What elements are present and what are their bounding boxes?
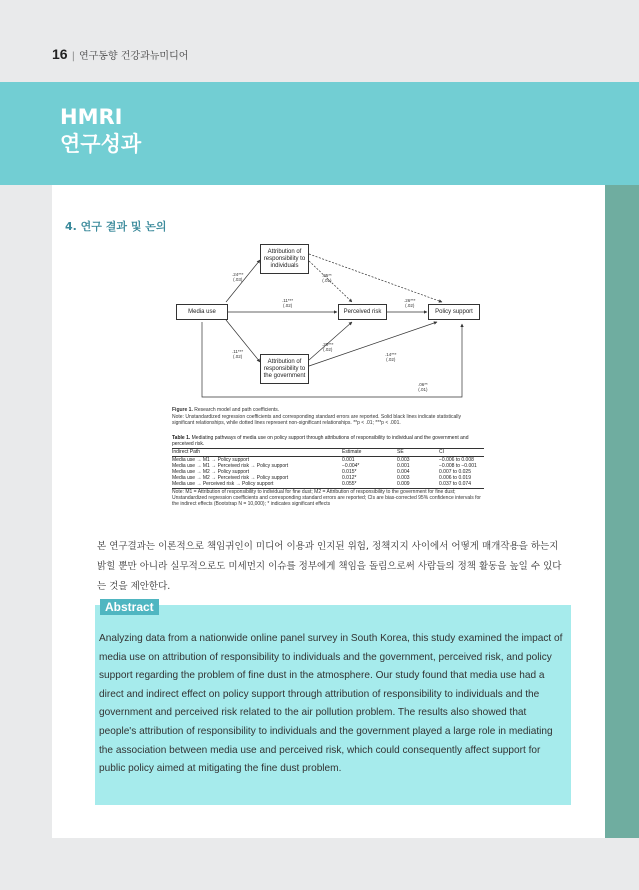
box-media-use: Media use: [176, 304, 228, 320]
cell-ci: −0.006 to 0.008: [439, 456, 474, 463]
cell-estimate: 0.055*: [342, 481, 397, 488]
col-header-ci: CI: [439, 449, 484, 456]
cell-ci: 0.006 to 0.019: [439, 475, 471, 482]
banner-line-2: 연구성과: [60, 132, 142, 156]
arrow-m2-pr: [309, 322, 352, 360]
table-header-row: [172, 449, 484, 456]
cell-path: Media use → M1 → Policy support: [172, 456, 249, 463]
cell-se: 0.004: [397, 469, 410, 476]
figure-arrows: [172, 242, 492, 407]
table-row: [172, 456, 484, 463]
cell-se: 0.009: [397, 481, 439, 488]
cell-ci: 0.007 to 0.025: [439, 469, 471, 476]
cell-estimate: 0.012*: [342, 475, 357, 482]
box-attribution-individuals: Attribution of responsibility to individuals: [260, 244, 309, 274]
coef-mu-ps: .06** (.01): [418, 382, 428, 392]
page-number: 16: [52, 46, 68, 62]
col-header-path: Indirect Path: [172, 449, 342, 456]
coef-mu-m2: .11*** (.02): [232, 349, 244, 359]
abstract-text: Analyzing data from a nationwide online panel survey in South Korea, this study examined the impact of media use on attribution of responsibility to individuals and the government, perceived risk, and policy support regarding the problem of fine dust in the atmosphere. Our study found that media use had a direct and indirect effect on policy support through attribution of responsibility to individuals and the government and perceived risk related to the air pollution problem. The results also showed that people's attribution of responsibility to individuals and the government played a large role in mediating the association between media use and perceived risk, which could consequently affect support for public policy aimed at mitigating the fine dust problem.: [99, 633, 563, 775]
col-header-se: SE: [397, 449, 439, 456]
cell-ci: 0.037 to 0.074: [439, 481, 484, 488]
cell-path: Media use → M2 → Policy support: [172, 469, 249, 476]
table-note: Note: M1 = Attribution of responsibility to individual for fine dust; M2 = Attribution of responsibility to the government for fine dust; Unstandardized regression coefficients and corresponding standard errors are reported; CIs are bias-corrected 95% confidence intervals for the indirect effects (Bootstrap N = 10,000); * indicates significant effects: [172, 488, 481, 508]
coef-m2-ps: .14*** (.02): [385, 352, 397, 362]
cell-se: 0.003: [397, 456, 410, 463]
content-panel: [52, 185, 605, 838]
box-perceived-risk: Perceived risk: [338, 304, 387, 320]
section-title: 4. 연구 결과 및 논의: [65, 220, 167, 233]
caption-label: Figure 1.: [172, 407, 193, 413]
caption-text: Research model and path coefficients.: [194, 407, 280, 413]
coef-mu-pr: .11*** (.02): [282, 298, 294, 308]
title-banner: [0, 82, 639, 185]
mediation-table: [172, 435, 484, 507]
figure-caption: [172, 407, 484, 427]
path-model-figure: [172, 242, 492, 407]
coef-m1-ps: .05** (.01): [322, 273, 332, 283]
banner-line-1: HMRI: [60, 105, 123, 129]
box-policy-support: Policy support: [428, 304, 480, 320]
table: [172, 448, 484, 488]
abstract-box: [95, 600, 571, 805]
table-title: Mediating pathways of media use on policy support through attributions of responsibility to individual and the government and perceived risk.: [172, 435, 469, 448]
cell-estimate: 0.001: [342, 456, 355, 463]
caption-note: Note: Unstandardized regression coefficients and corresponding standard errors are reported. Solid black lines indicate statistically significant relationships, while dotted lines represent non-significant relationships. **p < .01; ***p < .001.: [172, 413, 461, 426]
banner-title: [60, 104, 141, 158]
side-accent-bar: [605, 185, 639, 838]
coef-pr-ps: .26*** (.02): [404, 298, 416, 308]
cell-estimate: 0.015*: [342, 469, 357, 476]
page-header: [52, 46, 188, 62]
table-row: [172, 481, 484, 488]
header-separator: |: [71, 51, 75, 62]
table-label: Table 1.: [172, 435, 191, 441]
body-paragraph: 본 연구결과는 이론적으로 책임귀인이 미디어 이용과 인지된 위험, 정책지지 사이에서 어떻게 매개작용을 하는지 밝힐 뿐만 아니라 실무적으로도 미세먼지 이슈를 정부에게 책임을 돌림으로써 사람들의 정책 활동을 높일 수 있다는 것을 제안한다.: [97, 541, 562, 592]
cell-path: Media use → Perceived risk → Policy support: [172, 481, 342, 488]
cell-se: 0.001: [397, 462, 410, 469]
cell-path: Media use → M1 → Perceived risk → Policy support: [172, 462, 289, 469]
cell-ci: −0.008 to −0.001: [439, 462, 477, 469]
coef-mu-m1: .24*** (.03): [232, 272, 244, 282]
col-header-estimate: Estimate: [342, 449, 397, 456]
cell-se: 0.003: [397, 475, 410, 482]
coef-m2-pr: .20*** (.02): [322, 342, 334, 352]
cell-path: Media use → M2 → Perceived risk → Policy support: [172, 475, 289, 482]
abstract-label: Abstract: [100, 599, 159, 615]
cell-estimate: −0.004*: [342, 462, 360, 469]
header-title: 연구동향 건강과뉴미디어: [78, 51, 189, 62]
box-attribution-government: Attribution of responsibility to the government: [260, 354, 309, 384]
